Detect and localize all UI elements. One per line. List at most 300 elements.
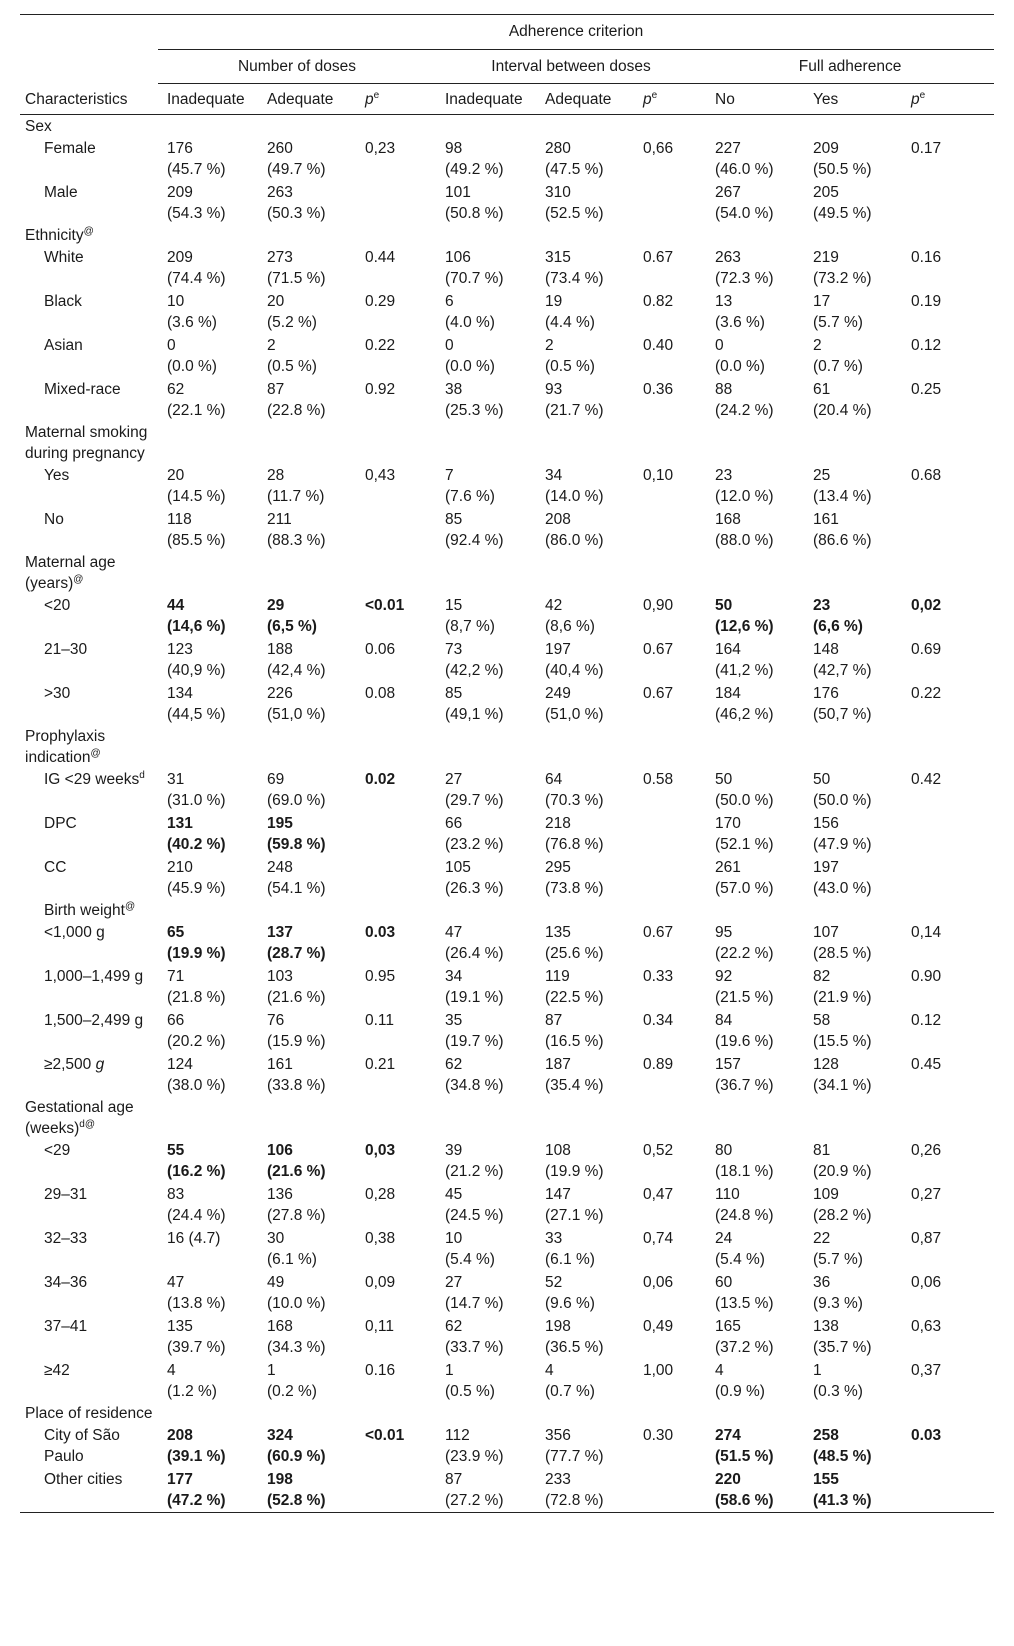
table-cell: 164 (41,2 %) bbox=[715, 641, 774, 679]
table-cell: 31 (31.0 %) bbox=[167, 771, 226, 809]
table-row bbox=[20, 1424, 994, 1468]
table-cell: 107 (28.5 %) bbox=[813, 924, 872, 962]
table-cell: 0.67 bbox=[643, 641, 674, 658]
table-cell: 209 (74.4 %) bbox=[167, 249, 226, 287]
group-full-adherence: Full adherence bbox=[706, 50, 994, 84]
table-cell: 87 (27.2 %) bbox=[445, 1471, 504, 1509]
table-cell: 137 (28.7 %) bbox=[267, 924, 326, 962]
table-cell: 0,90 bbox=[643, 597, 674, 614]
table-cell: 0,14 bbox=[911, 924, 942, 941]
table-cell: 62 (34.8 %) bbox=[445, 1056, 504, 1094]
row-label: <20 bbox=[44, 597, 71, 614]
column-header-p-value: $p^e$ bbox=[643, 89, 658, 108]
table-cell: 0.90 bbox=[911, 968, 942, 985]
table-cell: 315 (73.4 %) bbox=[545, 249, 604, 287]
table-cell: 4 (0.9 %) bbox=[715, 1362, 765, 1400]
group-number-of-doses: Number of doses bbox=[158, 50, 436, 84]
table-cell: 1 (0.5 %) bbox=[445, 1362, 495, 1400]
row-label: 1,000–1,499 g bbox=[44, 968, 144, 985]
table-cell: 4 (0.7 %) bbox=[545, 1362, 595, 1400]
table-cell: 295 (73.8 %) bbox=[545, 859, 604, 897]
section-row bbox=[20, 552, 994, 594]
table-cell: 0.34 bbox=[643, 1012, 674, 1029]
section-title: Maternal smoking during pregnancy bbox=[25, 424, 148, 462]
table-cell: 23 (6,6 %) bbox=[813, 597, 863, 635]
table-cell: 105 (26.3 %) bbox=[445, 859, 504, 897]
table-row bbox=[20, 464, 994, 508]
table-cell: 95 (22.2 %) bbox=[715, 924, 774, 962]
table-cell: 0.44 bbox=[365, 249, 396, 266]
table-cell: 0 (0.0 %) bbox=[445, 337, 495, 375]
section-row bbox=[20, 115, 994, 138]
table-cell: 0.16 bbox=[911, 249, 942, 266]
table-cell: 273 (71.5 %) bbox=[267, 249, 326, 287]
section-row bbox=[20, 1097, 994, 1139]
table-cell: 0,38 bbox=[365, 1230, 396, 1247]
table-cell bbox=[356, 856, 436, 900]
section-row bbox=[20, 726, 994, 768]
table-row bbox=[20, 378, 994, 422]
table-cell: 0,49 bbox=[643, 1318, 674, 1335]
table-row bbox=[20, 921, 994, 965]
table-cell: 208 (39.1 %) bbox=[167, 1427, 226, 1465]
row-label: CC bbox=[44, 859, 67, 876]
table-cell: 187 (35.4 %) bbox=[545, 1056, 604, 1094]
row-label: <29 bbox=[44, 1142, 71, 1159]
table-cell: 0.69 bbox=[911, 641, 942, 658]
table-cell: 0,74 bbox=[643, 1230, 674, 1247]
adherence-table-container bbox=[20, 14, 994, 1513]
row-label: 34–36 bbox=[44, 1274, 88, 1291]
table-row bbox=[20, 1468, 994, 1513]
table-cell: 85 (92.4 %) bbox=[445, 511, 504, 549]
table-cell: 280 (47.5 %) bbox=[545, 140, 604, 178]
table-cell: 33 (6.1 %) bbox=[545, 1230, 595, 1268]
table-cell: 0,06 bbox=[643, 1274, 674, 1291]
table-cell: 20 (14.5 %) bbox=[167, 467, 226, 505]
row-label: ≥42 bbox=[44, 1362, 70, 1379]
table-row bbox=[20, 1009, 994, 1053]
row-label: DPC bbox=[44, 815, 77, 832]
table-cell: 24 (5.4 %) bbox=[715, 1230, 765, 1268]
table-cell: 49 (10.0 %) bbox=[267, 1274, 326, 1312]
table-cell: 81 (20.9 %) bbox=[813, 1142, 872, 1180]
table-cell: 50 (12,6 %) bbox=[715, 597, 774, 635]
table-cell: 2 (0.5 %) bbox=[545, 337, 595, 375]
table-cell: 93 (21.7 %) bbox=[545, 381, 604, 419]
table-cell: 263 (50.3 %) bbox=[267, 184, 326, 222]
table-cell: 76 (15.9 %) bbox=[267, 1012, 326, 1050]
table-cell bbox=[634, 812, 706, 856]
table-cell: 80 (18.1 %) bbox=[715, 1142, 774, 1180]
table-cell: 62 (22.1 %) bbox=[167, 381, 226, 419]
table-cell: 0,03 bbox=[365, 1142, 396, 1159]
table-cell bbox=[902, 856, 994, 900]
table-cell: 274 (51.5 %) bbox=[715, 1427, 774, 1465]
section-title: Prophylaxis indication@ bbox=[25, 728, 106, 766]
table-cell: 87 (22.8 %) bbox=[267, 381, 326, 419]
table-cell bbox=[634, 181, 706, 225]
table-row bbox=[20, 181, 994, 225]
table-cell: 50 (50.0 %) bbox=[715, 771, 774, 809]
table-cell: 66 (23.2 %) bbox=[445, 815, 504, 853]
row-label: City of São Paulo bbox=[44, 1427, 120, 1465]
table-cell bbox=[356, 1468, 436, 1513]
table-cell: <0.01 bbox=[365, 1427, 405, 1444]
row-label: Female bbox=[44, 140, 96, 157]
header-row-subgroups bbox=[20, 50, 994, 84]
table-cell: 47 (26.4 %) bbox=[445, 924, 504, 962]
table-cell: 0,43 bbox=[365, 467, 396, 484]
table-cell: 0.45 bbox=[911, 1056, 942, 1073]
table-cell: 211 (88.3 %) bbox=[267, 511, 326, 549]
table-cell: 147 (27.1 %) bbox=[545, 1186, 604, 1224]
table-cell: 60 (13.5 %) bbox=[715, 1274, 774, 1312]
table-cell: 0.95 bbox=[365, 968, 396, 985]
table-cell: 0.02 bbox=[365, 771, 396, 788]
table-cell: 197 (40,4 %) bbox=[545, 641, 604, 679]
section-title: Sex bbox=[25, 118, 52, 135]
table-cell bbox=[902, 812, 994, 856]
table-row bbox=[20, 1315, 994, 1359]
table-cell: 15 (8,7 %) bbox=[445, 597, 495, 635]
table-cell: 73 (42,2 %) bbox=[445, 641, 504, 679]
section-title: Ethnicity@ bbox=[25, 225, 94, 244]
table-cell: 0,63 bbox=[911, 1318, 942, 1335]
table-cell: 101 (50.8 %) bbox=[445, 184, 504, 222]
table-cell: 44 (14,6 %) bbox=[167, 597, 226, 635]
table-cell: 0,52 bbox=[643, 1142, 674, 1159]
table-cell: 135 (25.6 %) bbox=[545, 924, 604, 962]
table-cell: 356 (77.7 %) bbox=[545, 1427, 604, 1465]
table-cell: 0,37 bbox=[911, 1362, 942, 1379]
table-cell: 260 (49.7 %) bbox=[267, 140, 326, 178]
column-header-p-value: $p^e$ bbox=[911, 89, 926, 108]
table-cell: 17 (5.7 %) bbox=[813, 293, 863, 331]
section-row bbox=[20, 900, 994, 921]
table-row bbox=[20, 856, 994, 900]
table-cell: 23 (12.0 %) bbox=[715, 467, 774, 505]
table-cell: 0,28 bbox=[365, 1186, 396, 1203]
table-cell: 106 (21.6 %) bbox=[267, 1142, 326, 1180]
table-cell: 1 (0.3 %) bbox=[813, 1362, 863, 1400]
adherence-table bbox=[20, 14, 994, 1513]
table-cell: 28 (11.7 %) bbox=[267, 467, 325, 505]
row-label: No bbox=[44, 511, 64, 528]
table-cell: 0,10 bbox=[643, 467, 674, 484]
table-cell: 71 (21.8 %) bbox=[167, 968, 226, 1006]
table-cell: <0.01 bbox=[365, 597, 405, 614]
table-cell: 35 (19.7 %) bbox=[445, 1012, 504, 1050]
row-label: 37–41 bbox=[44, 1318, 88, 1335]
table-body bbox=[20, 115, 994, 1513]
table-cell: 220 (58.6 %) bbox=[715, 1471, 774, 1509]
table-row bbox=[20, 334, 994, 378]
table-cell: 208 (86.0 %) bbox=[545, 511, 604, 549]
column-header-inadequate: Inadequate bbox=[445, 91, 523, 108]
table-cell: 98 (49.2 %) bbox=[445, 140, 504, 178]
table-cell: 0.21 bbox=[365, 1056, 396, 1073]
section-row bbox=[20, 225, 994, 246]
table-cell: 176 (50,7 %) bbox=[813, 685, 872, 723]
table-cell: 27 (14.7 %) bbox=[445, 1274, 504, 1312]
table-cell: 0.19 bbox=[911, 293, 942, 310]
table-cell bbox=[902, 1468, 994, 1513]
table-cell: 92 (21.5 %) bbox=[715, 968, 774, 1006]
table-cell: 119 (22.5 %) bbox=[545, 968, 604, 1006]
table-cell: 0.12 bbox=[911, 1012, 942, 1029]
table-cell: 123 (40,9 %) bbox=[167, 641, 226, 679]
table-cell: 138 (35.7 %) bbox=[813, 1318, 872, 1356]
table-cell: 248 (54.1 %) bbox=[267, 859, 326, 897]
header-row-columns bbox=[20, 84, 994, 115]
table-cell: 82 (21.9 %) bbox=[813, 968, 872, 1006]
table-cell: 6 (4.0 %) bbox=[445, 293, 495, 331]
table-cell: 39 (21.2 %) bbox=[445, 1142, 504, 1180]
table-cell: 88 (24.2 %) bbox=[715, 381, 774, 419]
table-row bbox=[20, 1271, 994, 1315]
table-cell: 0.03 bbox=[911, 1427, 942, 1444]
table-cell: 0.36 bbox=[643, 381, 674, 398]
table-cell: 103 (21.6 %) bbox=[267, 968, 326, 1006]
table-cell: 209 (54.3 %) bbox=[167, 184, 226, 222]
table-cell: 4 (1.2 %) bbox=[167, 1362, 217, 1400]
table-cell: 0.67 bbox=[643, 249, 674, 266]
table-cell: 0,11 bbox=[365, 1318, 395, 1335]
table-cell: 87 (16.5 %) bbox=[545, 1012, 604, 1050]
table-cell: 66 (20.2 %) bbox=[167, 1012, 226, 1050]
table-cell: 0,06 bbox=[911, 1274, 942, 1291]
table-cell: 0.42 bbox=[911, 771, 942, 788]
column-header-p-value: $p^e$ bbox=[365, 89, 380, 108]
table-cell: 50 (50.0 %) bbox=[813, 771, 872, 809]
table-row bbox=[20, 290, 994, 334]
table-cell: 1 (0.2 %) bbox=[267, 1362, 317, 1400]
table-row bbox=[20, 768, 994, 812]
table-cell: 0.67 bbox=[643, 924, 674, 941]
table-cell bbox=[634, 1468, 706, 1513]
table-cell: 0.40 bbox=[643, 337, 674, 354]
table-row bbox=[20, 508, 994, 552]
table-row bbox=[20, 1139, 994, 1183]
row-label: 32–33 bbox=[44, 1230, 88, 1247]
table-cell: 0,09 bbox=[365, 1274, 396, 1291]
column-header-yes: Yes bbox=[813, 91, 839, 108]
table-cell: 155 (41.3 %) bbox=[813, 1471, 872, 1509]
row-label: Male bbox=[44, 184, 78, 201]
table-cell: 34 (14.0 %) bbox=[545, 467, 604, 505]
table-cell: 0.22 bbox=[365, 337, 396, 354]
table-row bbox=[20, 682, 994, 726]
table-cell: 176 (45.7 %) bbox=[167, 140, 226, 178]
table-cell: 157 (36.7 %) bbox=[715, 1056, 774, 1094]
table-cell: 0.58 bbox=[643, 771, 674, 788]
table-cell: 0.16 bbox=[365, 1362, 396, 1379]
table-cell: 188 (42,4 %) bbox=[267, 641, 326, 679]
table-cell: 0,26 bbox=[911, 1142, 942, 1159]
table-cell: 226 (51,0 %) bbox=[267, 685, 326, 723]
row-label: White bbox=[44, 249, 84, 266]
row-label: Yes bbox=[44, 467, 70, 484]
row-label: Black bbox=[44, 293, 82, 310]
table-cell: 45 (24.5 %) bbox=[445, 1186, 504, 1224]
table-cell: 210 (45.9 %) bbox=[167, 859, 226, 897]
table-cell: 20 (5.2 %) bbox=[267, 293, 317, 331]
table-cell: 184 (46,2 %) bbox=[715, 685, 774, 723]
table-cell: 108 (19.9 %) bbox=[545, 1142, 604, 1180]
table-cell: 2 (0.5 %) bbox=[267, 337, 317, 375]
table-cell: 118 (85.5 %) bbox=[167, 511, 226, 549]
table-cell: 136 (27.8 %) bbox=[267, 1186, 326, 1224]
table-cell: 2 (0.7 %) bbox=[813, 337, 863, 375]
table-cell: 198 (36.5 %) bbox=[545, 1318, 604, 1356]
table-cell: 0.67 bbox=[643, 685, 674, 702]
table-cell: 0.12 bbox=[911, 337, 942, 354]
table-cell: 0,47 bbox=[643, 1186, 674, 1203]
table-cell: 62 (33.7 %) bbox=[445, 1318, 504, 1356]
table-cell: 13 (3.6 %) bbox=[715, 293, 765, 331]
table-cell: 0.03 bbox=[365, 924, 396, 941]
section-title: Gestational age (weeks)$^{d@}$ bbox=[25, 1099, 134, 1137]
column-header-inadequate: Inadequate bbox=[167, 91, 245, 108]
section-title: Maternal age (years)@ bbox=[25, 554, 116, 592]
table-cell: 1,00 bbox=[643, 1362, 674, 1379]
header-row-group bbox=[20, 15, 994, 50]
table-cell: 83 (24.4 %) bbox=[167, 1186, 226, 1224]
table-cell: 0,23 bbox=[365, 140, 396, 157]
row-label: Mixed-race bbox=[44, 381, 121, 398]
row-label: 29–31 bbox=[44, 1186, 88, 1203]
row-label: <1,000 g bbox=[44, 924, 105, 941]
table-cell: 233 (72.8 %) bbox=[545, 1471, 604, 1509]
table-cell: 25 (13.4 %) bbox=[813, 467, 872, 505]
section-row bbox=[20, 1403, 994, 1424]
table-cell: 195 (59.8 %) bbox=[267, 815, 326, 853]
column-header-adequate: Adequate bbox=[267, 91, 334, 108]
table-cell: 135 (39.7 %) bbox=[167, 1318, 226, 1356]
table-cell bbox=[356, 508, 436, 552]
table-cell: 0 (0.0 %) bbox=[167, 337, 217, 375]
table-cell: 124 (38.0 %) bbox=[167, 1056, 226, 1094]
table-cell: 0.25 bbox=[911, 381, 942, 398]
table-row bbox=[20, 1359, 994, 1403]
table-cell: 161 (86.6 %) bbox=[813, 511, 872, 549]
table-cell: 0.29 bbox=[365, 293, 396, 310]
table-row bbox=[20, 638, 994, 682]
table-row bbox=[20, 1183, 994, 1227]
column-header-adequate: Adequate bbox=[545, 91, 612, 108]
table-cell: 64 (70.3 %) bbox=[545, 771, 604, 809]
table-cell: 0.06 bbox=[365, 641, 396, 658]
table-cell: 205 (49.5 %) bbox=[813, 184, 872, 222]
table-cell: 0.33 bbox=[643, 968, 674, 985]
table-cell: 0.22 bbox=[911, 685, 942, 702]
table-row bbox=[20, 594, 994, 638]
table-cell: 134 (44,5 %) bbox=[167, 685, 226, 723]
table-cell: 42 (8,6 %) bbox=[545, 597, 595, 635]
table-cell bbox=[356, 812, 436, 856]
row-label: 1,500–2,499 g bbox=[44, 1012, 144, 1029]
table-cell: 324 (60.9 %) bbox=[267, 1427, 326, 1465]
table-cell: 29 (6,5 %) bbox=[267, 597, 317, 635]
column-header-no: No bbox=[715, 91, 735, 108]
table-cell: 16 (4.7) bbox=[167, 1230, 221, 1247]
group-interval-between-doses: Interval between doses bbox=[436, 50, 706, 84]
table-row bbox=[20, 246, 994, 290]
table-cell: 0.82 bbox=[643, 293, 674, 310]
table-cell bbox=[634, 508, 706, 552]
table-cell: 0.30 bbox=[643, 1427, 674, 1444]
table-cell: 227 (46.0 %) bbox=[715, 140, 774, 178]
table-cell bbox=[634, 856, 706, 900]
table-cell bbox=[902, 181, 994, 225]
row-label: Asian bbox=[44, 337, 83, 354]
table-cell bbox=[902, 508, 994, 552]
table-cell: 0.89 bbox=[643, 1056, 674, 1073]
table-cell: 110 (24.8 %) bbox=[715, 1186, 774, 1224]
table-cell: 131 (40.2 %) bbox=[167, 815, 226, 853]
table-row bbox=[20, 812, 994, 856]
table-cell: 19 (4.4 %) bbox=[545, 293, 595, 331]
table-cell: 47 (13.8 %) bbox=[167, 1274, 226, 1312]
table-cell: 84 (19.6 %) bbox=[715, 1012, 774, 1050]
table-cell: 0.08 bbox=[365, 685, 396, 702]
table-cell: 52 (9.6 %) bbox=[545, 1274, 595, 1312]
table-cell: 112 (23.9 %) bbox=[445, 1427, 504, 1465]
table-cell: 22 (5.7 %) bbox=[813, 1230, 863, 1268]
table-cell: 65 (19.9 %) bbox=[167, 924, 226, 962]
table-cell: 61 (20.4 %) bbox=[813, 381, 872, 419]
table-cell: 0,87 bbox=[911, 1230, 942, 1247]
table-cell: 10 (5.4 %) bbox=[445, 1230, 495, 1268]
table-cell: 0 (0.0 %) bbox=[715, 337, 765, 375]
table-cell: 267 (54.0 %) bbox=[715, 184, 774, 222]
section-title: Place of residence bbox=[25, 1405, 153, 1422]
table-cell: 156 (47.9 %) bbox=[813, 815, 872, 853]
table-cell: 0.68 bbox=[911, 467, 942, 484]
section-row bbox=[20, 422, 994, 464]
table-cell: 34 (19.1 %) bbox=[445, 968, 504, 1006]
table-cell: 198 (52.8 %) bbox=[267, 1471, 326, 1509]
table-cell: 58 (15.5 %) bbox=[813, 1012, 872, 1050]
table-cell: 27 (29.7 %) bbox=[445, 771, 504, 809]
table-cell: 258 (48.5 %) bbox=[813, 1427, 872, 1465]
group-title: Adherence criterion bbox=[158, 15, 994, 50]
table-cell: 263 (72.3 %) bbox=[715, 249, 774, 287]
table-cell bbox=[356, 181, 436, 225]
table-row bbox=[20, 1227, 994, 1271]
table-cell: 36 (9.3 %) bbox=[813, 1274, 863, 1312]
table-row bbox=[20, 137, 994, 181]
row-label: 21–30 bbox=[44, 641, 88, 658]
table-cell: 128 (34.1 %) bbox=[813, 1056, 872, 1094]
table-cell: 0.11 bbox=[365, 1012, 395, 1029]
table-cell: 10 (3.6 %) bbox=[167, 293, 217, 331]
table-cell: 197 (43.0 %) bbox=[813, 859, 872, 897]
table-cell: 218 (76.8 %) bbox=[545, 815, 604, 853]
table-cell: 0,66 bbox=[643, 140, 674, 157]
table-cell: 249 (51,0 %) bbox=[545, 685, 604, 723]
table-cell: 0,27 bbox=[911, 1186, 942, 1203]
table-cell: 0.92 bbox=[365, 381, 396, 398]
table-cell: 161 (33.8 %) bbox=[267, 1056, 326, 1094]
table-cell: 310 (52.5 %) bbox=[545, 184, 604, 222]
table-cell: 0.17 bbox=[911, 140, 942, 157]
section-title: Birth weight@ bbox=[44, 900, 136, 919]
table-cell: 0,02 bbox=[911, 597, 942, 614]
table-cell: 177 (47.2 %) bbox=[167, 1471, 226, 1509]
table-cell: 148 (42,7 %) bbox=[813, 641, 872, 679]
